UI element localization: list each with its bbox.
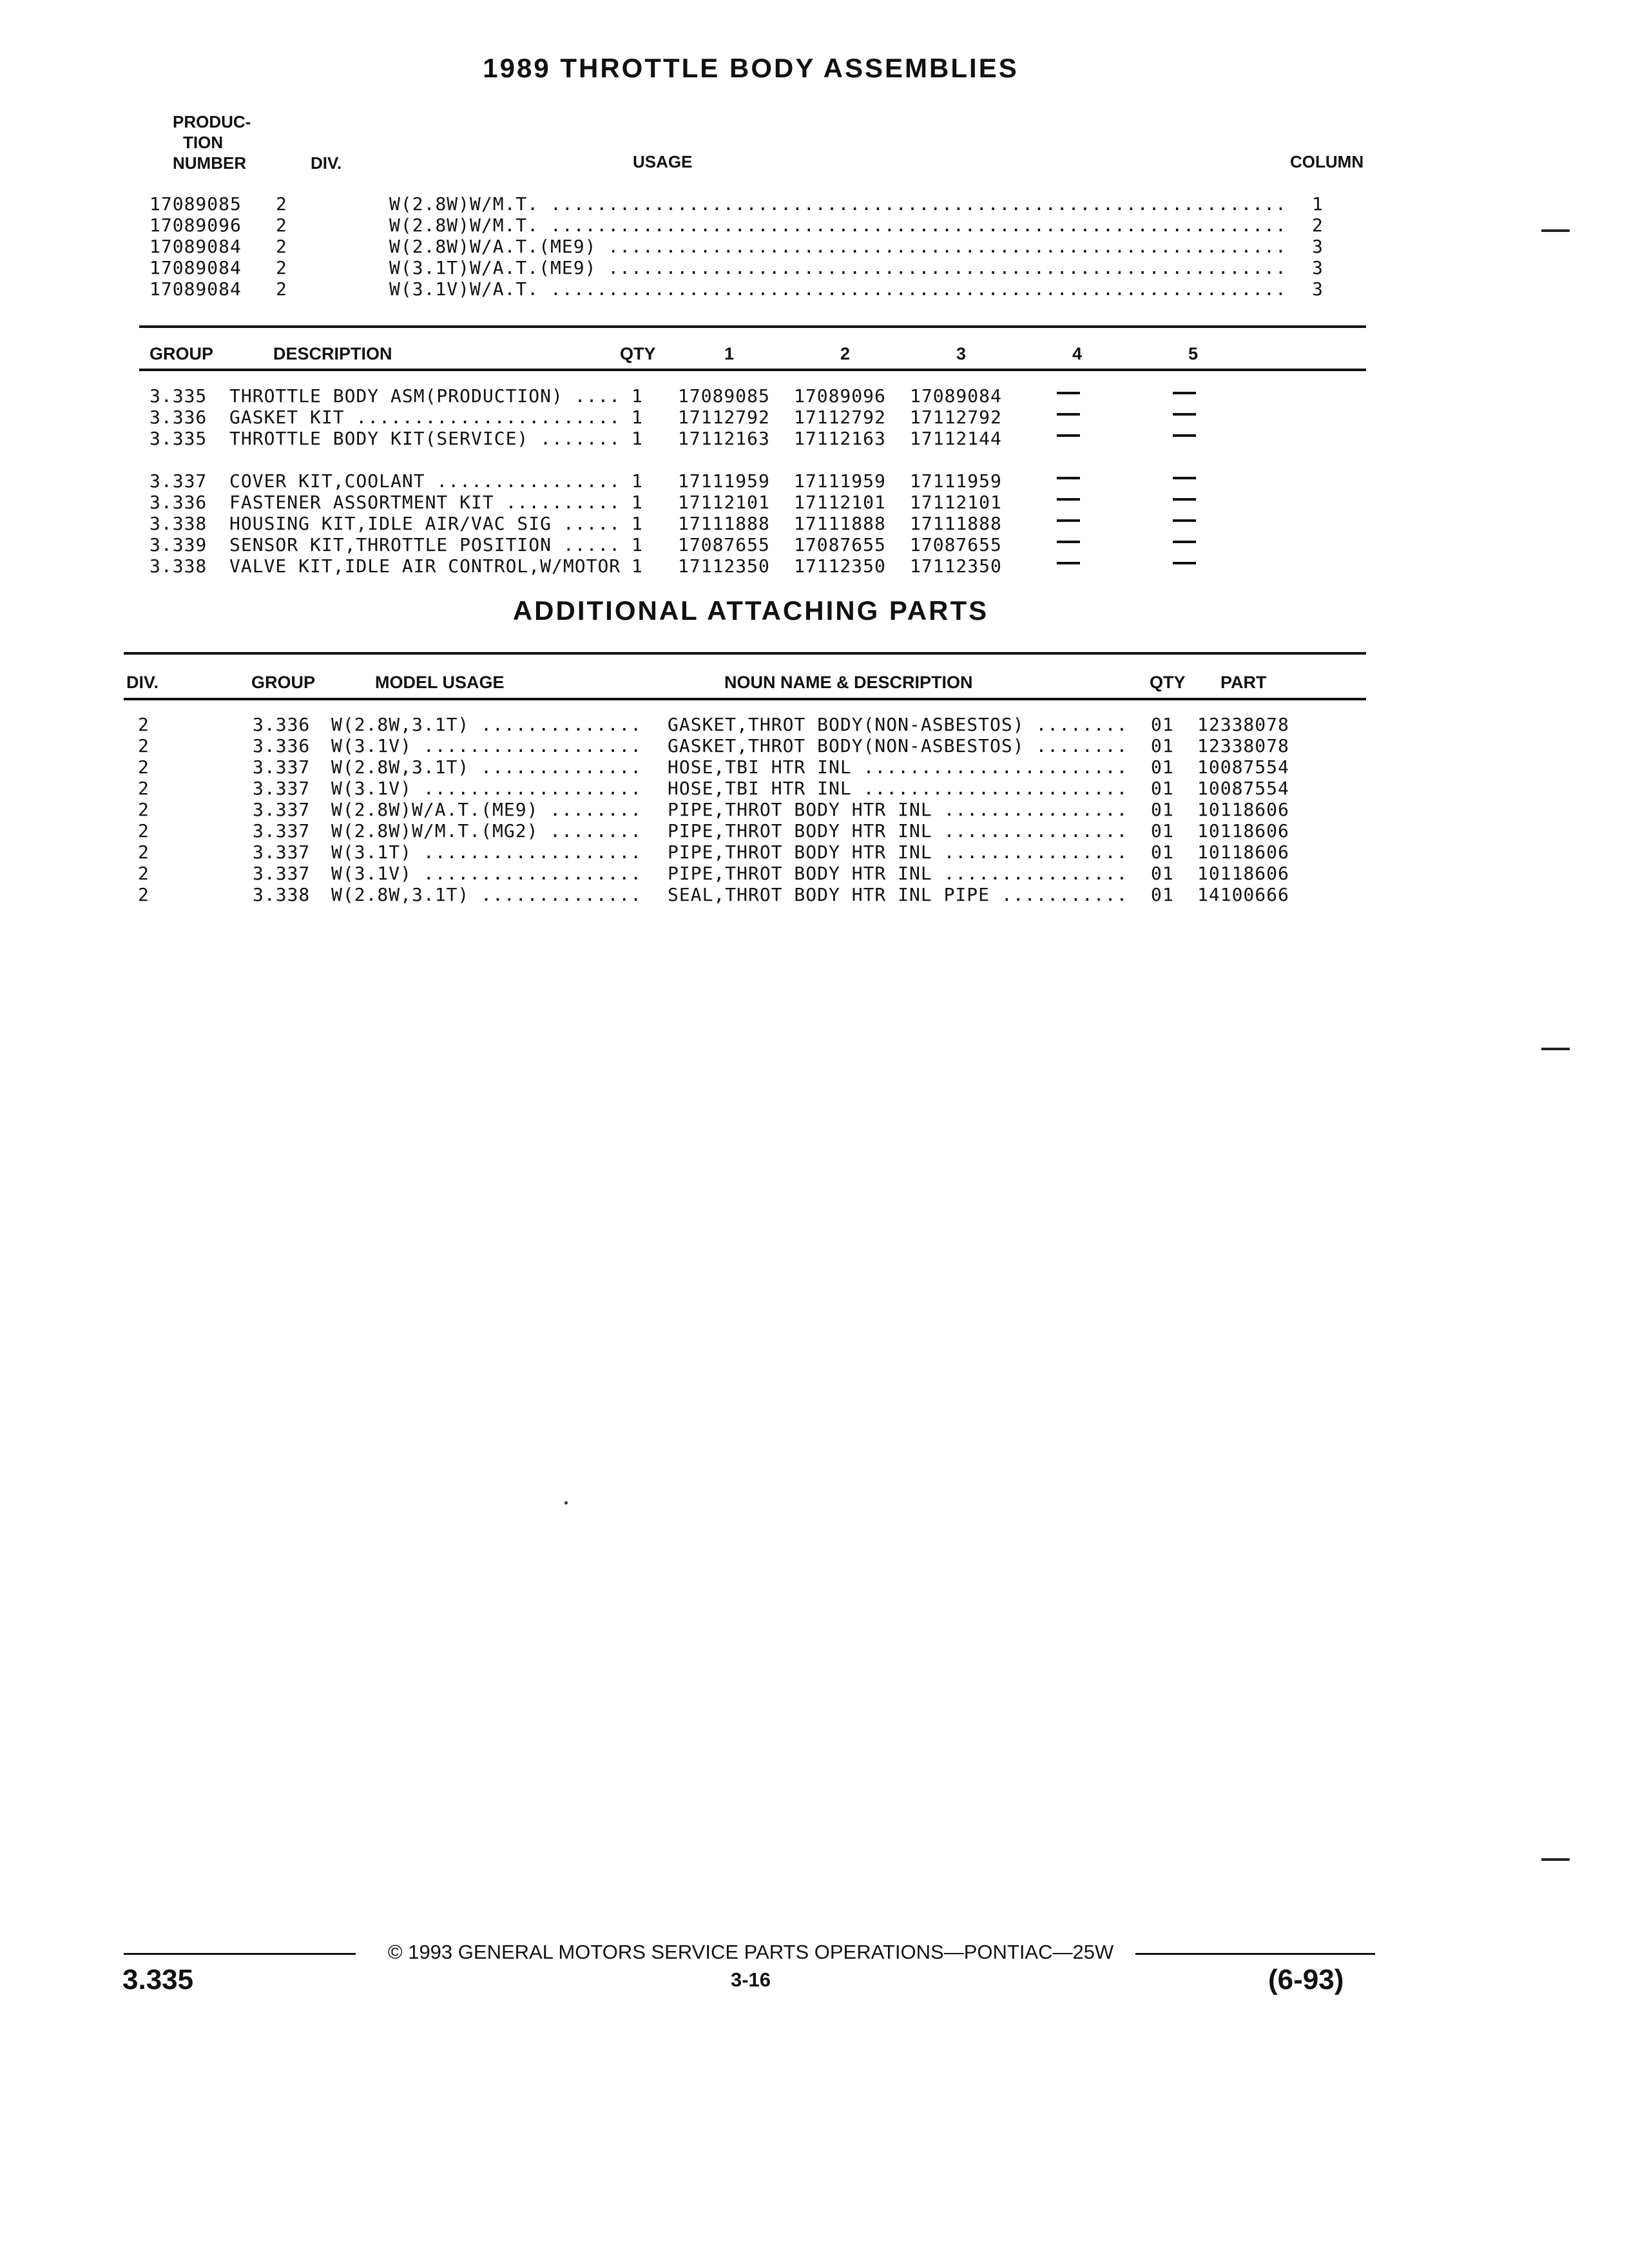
- group-col3: 17111888: [910, 513, 1002, 534]
- group-col3: 17112144: [910, 428, 1002, 449]
- att-group: 3.336: [253, 714, 311, 735]
- group-col3: 17087655: [910, 534, 1002, 555]
- group-description: SENSOR KIT,THROTTLE POSITION .....: [229, 534, 621, 555]
- group-col2: 17111959: [794, 470, 886, 492]
- att-group: 3.338: [253, 884, 311, 905]
- group-col1: 17112792: [678, 407, 770, 428]
- att-part: 10087554: [1197, 778, 1289, 799]
- group-col2: 17087655: [794, 534, 886, 555]
- group-col2: 17112163: [794, 428, 886, 449]
- att-noun-name: PIPE,THROT BODY HTR INL ................: [668, 863, 1128, 884]
- group-qty: 1: [631, 492, 643, 513]
- group-description: FASTENER ASSORTMENT KIT ..........: [229, 492, 621, 513]
- divider: [139, 369, 1366, 371]
- group-col1: 17089085: [678, 385, 770, 407]
- production-header-line3: NUMBER: [173, 153, 247, 173]
- att-model-usage: W(2.8W)W/A.T.(ME9) ........: [331, 799, 642, 820]
- group-col1: 17087655: [678, 534, 770, 555]
- att-div: 2: [138, 778, 149, 799]
- group-col2: 17112792: [794, 407, 886, 428]
- group-col3: 17111959: [910, 470, 1002, 492]
- att-noun-name: PIPE,THROT BODY HTR INL ................: [668, 820, 1128, 841]
- speck: [564, 1501, 568, 1504]
- empty-cell-dash: [1057, 541, 1080, 543]
- att-div: 2: [138, 884, 149, 905]
- col4-header: 4: [1072, 344, 1083, 363]
- group-qty: 1: [631, 513, 643, 534]
- production-column: 3: [1312, 236, 1324, 257]
- footer-date-code: (6-93): [1268, 1964, 1344, 1995]
- empty-cell-dash: [1057, 392, 1080, 394]
- production-usage: W(3.1T)W/A.T.(ME9) ...........................................................: [389, 257, 1287, 278]
- att-noun-name: HOSE,TBI HTR INL .......................: [668, 778, 1128, 799]
- production-header-line1: PRODUC-: [173, 112, 251, 131]
- group-col3: 17112350: [910, 555, 1002, 577]
- att-part: 10118606: [1197, 841, 1289, 863]
- att-group: 3.337: [253, 841, 311, 863]
- group-col1: 17111959: [678, 470, 770, 492]
- empty-cell-dash: [1173, 498, 1196, 501]
- att-qty: 01: [1151, 778, 1174, 799]
- att-div: 2: [138, 841, 149, 863]
- group-qty: 1: [631, 555, 643, 577]
- att-model-usage: W(2.8W)W/M.T.(MG2) ........: [331, 820, 642, 841]
- description-header: DESCRIPTION: [273, 344, 392, 363]
- att-group-header: GROUP: [251, 673, 316, 692]
- att-part-header: PART: [1220, 673, 1267, 692]
- group-qty: 1: [631, 407, 643, 428]
- empty-cell-dash: [1173, 413, 1196, 416]
- empty-cell-dash: [1173, 519, 1196, 522]
- group-code: 3.338: [149, 555, 207, 577]
- att-div: 2: [138, 714, 149, 735]
- att-qty: 01: [1151, 863, 1174, 884]
- att-div: 2: [138, 863, 149, 884]
- att-noun-name-header: NOUN NAME & DESCRIPTION: [724, 673, 973, 692]
- group-code: 3.337: [149, 470, 207, 492]
- att-group: 3.337: [253, 778, 311, 799]
- att-part: 12338078: [1197, 714, 1289, 735]
- empty-cell-dash: [1057, 477, 1080, 479]
- group-code: 3.338: [149, 513, 207, 534]
- empty-cell-dash: [1057, 434, 1080, 437]
- att-noun-name: SEAL,THROT BODY HTR INL PIPE ...........: [668, 884, 1128, 905]
- section-title: ADDITIONAL ATTACHING PARTS: [512, 595, 989, 626]
- production-number: 17089084: [149, 257, 242, 278]
- production-column: 3: [1312, 278, 1324, 300]
- div-header: DIV.: [311, 153, 342, 173]
- att-group: 3.337: [253, 756, 311, 778]
- qty-header: QTY: [620, 344, 656, 363]
- footer-page-number: 3-16: [730, 1968, 771, 1991]
- group-code: 3.339: [149, 534, 207, 555]
- production-number: 17089096: [149, 215, 242, 236]
- att-qty: 01: [1151, 841, 1174, 863]
- production-div: 2: [276, 215, 287, 236]
- margin-mark: [1541, 1858, 1570, 1861]
- production-header-line2: TION: [183, 133, 224, 152]
- group-description: GASKET KIT .......................: [229, 407, 621, 428]
- empty-cell-dash: [1173, 541, 1196, 543]
- divider: [139, 325, 1366, 328]
- att-part: 10118606: [1197, 863, 1289, 884]
- col1-header: 1: [724, 344, 735, 363]
- att-div: 2: [138, 756, 149, 778]
- production-usage: W(2.8W)W/M.T. ................................................................: [389, 193, 1287, 215]
- att-div: 2: [138, 735, 149, 756]
- margin-mark: [1541, 1048, 1570, 1050]
- empty-cell-dash: [1057, 519, 1080, 522]
- divider: [124, 652, 1366, 655]
- group-qty: 1: [631, 385, 643, 407]
- production-div: 2: [276, 257, 287, 278]
- production-usage: W(2.8W)W/A.T.(ME9) ...........................................................: [389, 236, 1287, 257]
- group-col1: 17111888: [678, 513, 770, 534]
- group-description: THROTTLE BODY ASM(PRODUCTION) ....: [229, 385, 621, 407]
- group-header: GROUP: [149, 344, 214, 363]
- group-col3: 17112101: [910, 492, 1002, 513]
- att-model-usage: W(2.8W,3.1T) ..............: [331, 714, 642, 735]
- divider: [124, 698, 1366, 700]
- group-col1: 17112101: [678, 492, 770, 513]
- att-model-usage: W(2.8W,3.1T) ..............: [331, 756, 642, 778]
- production-usage: W(2.8W)W/M.T. ................................................................: [389, 215, 1287, 236]
- production-column: 2: [1312, 215, 1324, 236]
- att-qty: 01: [1151, 756, 1174, 778]
- att-part: 12338078: [1197, 735, 1289, 756]
- att-qty: 01: [1151, 735, 1174, 756]
- att-qty: 01: [1151, 799, 1174, 820]
- att-qty: 01: [1151, 714, 1174, 735]
- production-div: 2: [276, 278, 287, 300]
- group-code: 3.336: [149, 492, 207, 513]
- att-model-usage: W(3.1V) ...................: [331, 778, 642, 799]
- group-code: 3.335: [149, 428, 207, 449]
- att-group: 3.337: [253, 820, 311, 841]
- empty-cell-dash: [1057, 562, 1080, 564]
- page-title: 1989 THROTTLE BODY ASSEMBLIES: [483, 53, 1019, 83]
- att-model-usage: W(3.1V) ...................: [331, 863, 642, 884]
- footer-section-number: 3.335: [122, 1964, 194, 1995]
- att-noun-name: GASKET,THROT BODY(NON-ASBESTOS) ........: [668, 714, 1128, 735]
- att-part: 10118606: [1197, 820, 1289, 841]
- production-usage: W(3.1V)W/A.T. ................................................................: [389, 278, 1287, 300]
- empty-cell-dash: [1173, 477, 1196, 479]
- group-col1: 17112350: [678, 555, 770, 577]
- group-description: COVER KIT,COOLANT ................: [229, 470, 621, 492]
- att-group: 3.337: [253, 863, 311, 884]
- empty-cell-dash: [1057, 413, 1080, 416]
- group-col3: 17089084: [910, 385, 1002, 407]
- att-div: 2: [138, 820, 149, 841]
- production-number: 17089084: [149, 278, 242, 300]
- att-qty: 01: [1151, 820, 1174, 841]
- att-model-usage-header: MODEL USAGE: [375, 673, 505, 692]
- att-div: 2: [138, 799, 149, 820]
- group-qty: 1: [631, 534, 643, 555]
- production-number: 17089084: [149, 236, 242, 257]
- group-code: 3.335: [149, 385, 207, 407]
- empty-cell-dash: [1057, 498, 1080, 501]
- group-description: HOUSING KIT,IDLE AIR/VAC SIG .....: [229, 513, 621, 534]
- att-part: 10118606: [1197, 799, 1289, 820]
- empty-cell-dash: [1173, 562, 1196, 564]
- margin-mark: [1541, 229, 1570, 232]
- att-group: 3.337: [253, 799, 311, 820]
- group-description: THROTTLE BODY KIT(SERVICE) .......: [229, 428, 621, 449]
- column-header: COLUMN: [1290, 152, 1364, 171]
- production-number: 17089085: [149, 193, 242, 215]
- group-description: VALVE KIT,IDLE AIR CONTROL,W/MOTOR: [229, 555, 621, 577]
- col5-header: 5: [1188, 344, 1199, 363]
- att-qty: 01: [1151, 884, 1174, 905]
- group-col2: 17112101: [794, 492, 886, 513]
- group-qty: 1: [631, 470, 643, 492]
- att-noun-name: PIPE,THROT BODY HTR INL ................: [668, 841, 1128, 863]
- group-col1: 17112163: [678, 428, 770, 449]
- group-col2: 17112350: [794, 555, 886, 577]
- att-part: 10087554: [1197, 756, 1289, 778]
- att-noun-name: GASKET,THROT BODY(NON-ASBESTOS) ........: [668, 735, 1128, 756]
- att-part: 14100666: [1197, 884, 1289, 905]
- empty-cell-dash: [1173, 434, 1196, 437]
- group-col2: 17089096: [794, 385, 886, 407]
- production-column: 1: [1312, 193, 1324, 215]
- att-group: 3.336: [253, 735, 311, 756]
- att-noun-name: HOSE,TBI HTR INL .......................: [668, 756, 1128, 778]
- production-div: 2: [276, 193, 287, 215]
- att-noun-name: PIPE,THROT BODY HTR INL ................: [668, 799, 1128, 820]
- footer-copyright: © 1993 GENERAL MOTORS SERVICE PARTS OPERATIONS—PONTIAC—25W: [387, 1941, 1114, 1963]
- att-model-usage: W(3.1V) ...................: [331, 735, 642, 756]
- production-column: 3: [1312, 257, 1324, 278]
- production-div: 2: [276, 236, 287, 257]
- att-qty-header: QTY: [1150, 673, 1186, 692]
- usage-header: USAGE: [633, 152, 693, 171]
- group-code: 3.336: [149, 407, 207, 428]
- att-model-usage: W(2.8W,3.1T) ..............: [331, 884, 642, 905]
- col2-header: 2: [840, 344, 851, 363]
- group-col2: 17111888: [794, 513, 886, 534]
- group-col3: 17112792: [910, 407, 1002, 428]
- col3-header: 3: [956, 344, 967, 363]
- att-model-usage: W(3.1T) ...................: [331, 841, 642, 863]
- group-qty: 1: [631, 428, 643, 449]
- empty-cell-dash: [1173, 392, 1196, 394]
- att-div-header: DIV.: [126, 673, 159, 692]
